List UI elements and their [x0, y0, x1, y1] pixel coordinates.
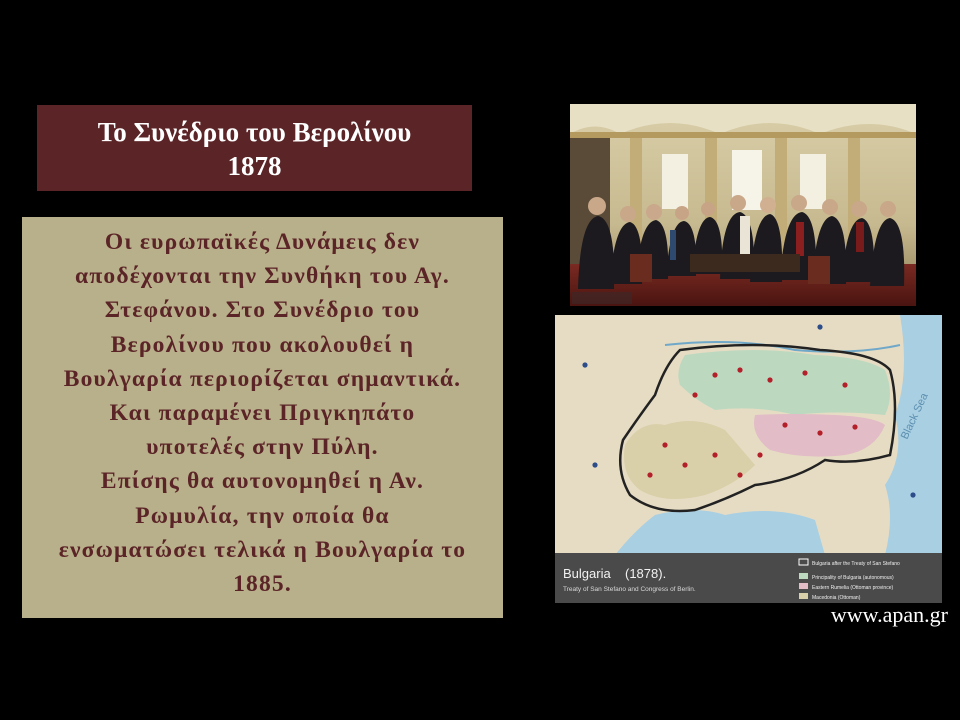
legend-item-3: Eastern Rumelia (Ottoman province) — [812, 585, 894, 591]
title-line-1: Το Συνέδριο του Βερολίνου — [97, 117, 412, 147]
body-line: Στεφάνου. Στο Συνέδριο του — [104, 297, 421, 324]
svg-text:Black Sea: Black Sea — [898, 391, 931, 442]
legend-item-4: Macedonia (Ottoman) — [812, 595, 861, 601]
body-line: Βουλγαρία περιορίζεται σημαντικά. — [63, 365, 462, 392]
painting-image-icon — [570, 104, 916, 306]
body-line: Ρωμυλία, την οποία θα — [135, 502, 390, 529]
body-line: Οι ευρωπαϊκές Δυνάμεις δεν — [104, 229, 421, 255]
body-line: αποδέχονται την Συνθήκη του Αγ. — [75, 263, 450, 290]
website-url: www.apan.gr — [830, 602, 948, 627]
congress-of-berlin-painting — [570, 104, 916, 306]
legend-item-1: Bulgaria after the Treaty of San Stefano — [812, 561, 900, 567]
map-title: Bulgaria — [563, 566, 611, 581]
body-line: 1885. — [233, 571, 292, 598]
body-line: υποτελές στην Πύλη. — [146, 434, 379, 461]
body-line: ενσωματώσει τελικά η Βουλγαρία το — [58, 536, 467, 563]
body-text-box — [22, 217, 503, 618]
title-box — [37, 105, 472, 191]
bulgaria-map-icon — [555, 315, 942, 603]
body-line: Επίσης θα αυτονομηθεί η Αν. — [100, 468, 425, 495]
bulgaria-1878-map — [555, 315, 942, 603]
body-line: Και παραμένει Πριγκηπάτο — [109, 400, 416, 427]
body-line: Βερολίνου που ακολουθεί η — [110, 331, 415, 358]
map-year: (1878). — [625, 566, 667, 581]
legend-item-2: Principality of Bulgaria (autonomous) — [812, 575, 894, 581]
title-line-2: 1878 — [227, 151, 282, 181]
map-subtitle: Treaty of San Stefano and Congress of Berlin. — [563, 586, 696, 593]
